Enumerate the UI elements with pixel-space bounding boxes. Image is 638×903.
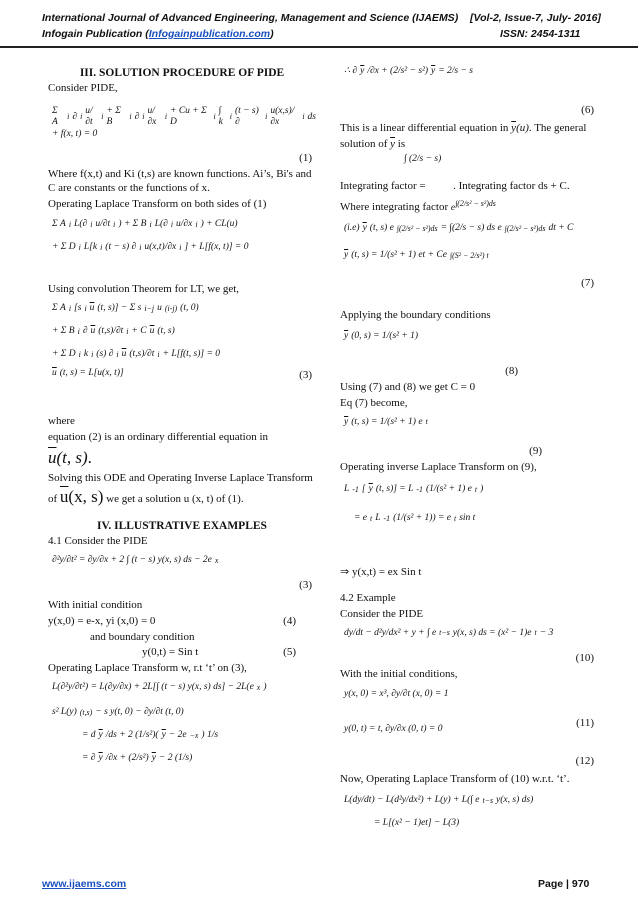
- where-label: where: [48, 415, 75, 428]
- publisher-prefix: Infogain Publication (: [42, 28, 149, 40]
- section3-heading: III. SOLUTION PROCEDURE OF PIDE: [79, 67, 285, 79]
- eq6-number: (6): [581, 104, 594, 116]
- where-if-text: Where integrating factor $e^{\int(2/s^2 - s^2)ds}$: [340, 199, 496, 214]
- equation-8: $\overline{y}$ (0, s) = 1/(s² + 1) (8): [344, 331, 518, 378]
- operating-10-text: Now, Operating Laplace Transform of (10) w.r.t. ‘t’.: [340, 773, 570, 786]
- publisher-suffix: ): [270, 28, 274, 40]
- eq10-number: (10): [575, 651, 594, 664]
- operating-wrt-text: Operating Laplace Transform w, r.t ‘t’ on (3),: [48, 662, 247, 674]
- eq11-number: (11): [576, 717, 594, 730]
- integrating-factor-text: Integrating factor = . Integrating factor ds + C.: [340, 179, 570, 192]
- example-41-text: 4.1 Consider the PIDE: [48, 535, 148, 548]
- eq9-number: (9): [529, 444, 542, 457]
- applying-bc-text: Applying the boundary conditions: [340, 309, 491, 322]
- where-text: Where f(x,t) and Ki (t,s) are known functions. Ai’s, Bi's and C are constants or the functions of x.: [48, 168, 312, 194]
- solving-text: Solving this ODE and Operating Inverse Laplace Transform of $\overline{u}(x$, s) we get a solution u (x, t) of (1).: [48, 471, 313, 506]
- equation-11-12: y(x, 0) = x³, ∂y/∂t (x, 0) = 1 (11) y(0, t) = t, ∂y/∂x (0, t) = 0 (12): [344, 689, 594, 768]
- initial-condition-text: With initial condition: [48, 599, 143, 611]
- using-convolution-text: Using convolution Theorem for LT, we get,: [48, 283, 240, 296]
- publisher-link[interactable]: Infogainpublication.com: [148, 28, 271, 40]
- solution-of-text: solution of $\overline{y}$ is: [340, 137, 406, 150]
- left-column: [48, 66, 316, 806]
- operating-laplace-text: Operating Laplace Transform on both sides of (1): [48, 197, 267, 210]
- result-text: ⇒ y(x,t) = ex Sin t: [340, 566, 422, 579]
- eq-pide-number: (3): [299, 579, 312, 591]
- eq7-number: (7): [581, 277, 594, 290]
- equation-convolution: Σ A i [s i $\overline{u}$ (t, s)] − Σ s i−j u (i-j) (t, 0) + Σ B i ∂ $\overline{u}$ (t,s)/∂t i + C $\overline{u}$ (t, s) + Σ D i k i (s) ∂ i $\overline{u}$ (t,s)/∂t i + L[f(t, s)] = 0 $\overline{u}$ (t, s) = L[u(x, t)] (3): [52, 303, 312, 382]
- equation-transformed-ex1: L(∂²y/∂t²) = L(∂y/∂x) + 2L[∫ (t − s) y(x, s) ds] − 2L(e x ) s² L(y) (t,s) − s y(t, 0) − ∂y/∂t (t, 0) = d $\overline{y}$ /ds + 2 (1/s²)( $\overline{y}$ − 2e −x ) 1/s = ∂ $\overline{y}$ /∂x + (2/s²) $\overline{y}$ − 2 (1/s): [52, 681, 267, 763]
- section4-heading: IV. ILLUSTRATIVE EXAMPLES: [97, 519, 267, 532]
- eq1-number: (1): [299, 152, 312, 165]
- equation-inverse: L -1 [ $\overline{y}$ (t, s)] = L -1 (1/(s² + 1) e t ) = e t L -1 (1/(s² + 1)) = e t sin t: [344, 484, 484, 524]
- using78-text: Using (7) and (8) we get C = 0: [340, 381, 476, 394]
- equation-transformed-ex2: L(dy/dt) − L(d²y/dx²) + L(y) + L(∫ e t−s y(x, s) ds) = L[(x² − 1)et] − L(3): [344, 795, 534, 828]
- equation-if-exp: ∫ (2/s − s): [404, 153, 442, 164]
- equation2-text: equation (2) is an ordinary differential equation in: [48, 430, 269, 443]
- u-bar-symbol: $\overline{u}(t$, s).: [48, 447, 92, 467]
- equation-9: $\overline{y}$ (t, s) = 1/(s² + 1) e t (9): [344, 416, 542, 457]
- header-rule: [0, 46, 638, 48]
- footer-page: Page | 970: [538, 878, 590, 890]
- initial-conds-text: With the initial conditions,: [340, 667, 458, 680]
- publisher-line: [42, 28, 274, 40]
- equation-10: dy/dt − d²y/dx² + y + ∫ e t−s y(x, s) ds = (x² − 1)e t − 3 (10): [344, 627, 594, 664]
- equation-pide-ex1: ∂²y/∂t² = ∂y/∂x + 2 ∫ (t − s) y(x, s) ds − 2e x (3): [52, 555, 312, 591]
- footer-url[interactable]: www.ijaems.com: [42, 878, 127, 890]
- linear-text: This is a linear differential equation in $\overline{y}(u)$. The general: [340, 122, 587, 134]
- equation-laplace-both: Σ A i L(∂ i u/∂t i ) + Σ B i L(∂ i u/∂x i ) + CL(u) + Σ D i L[k i (t − s) ∂ i u(x,t)/∂x i ] + L[f(x, t)] = 0: [52, 219, 249, 253]
- eq8-number: (8): [505, 365, 518, 378]
- boundary-line: y(0,t) = Sin t (5): [142, 646, 296, 659]
- issn: ISSN: 2454-1311: [500, 28, 581, 40]
- equation-7: (i.e) $\overline{y}$ (t, s) e ∫(2/s² − s²)ds = ∫(2/s − s) ds e ∫(2/s² − s²)ds dt + C $\overline{y}$ (t, s) = 1/(s² + 1) et + Ce ∫(S² − 2/s²) t (7): [344, 223, 594, 290]
- equation-6: ∴ ∂ $\overline{y}$ /∂x + (2/s² − s²) $\overline{y}$ = 2/s − s (6): [344, 66, 594, 116]
- eq12-number: (12): [575, 755, 594, 768]
- right-column: [340, 62, 598, 863]
- journal-title: International Journal of Advanced Engineering, Management and Science (IJAEMS): [42, 12, 459, 24]
- inverse-on9-text: Operating inverse Laplace Transform on (9),: [340, 460, 537, 473]
- volume-info: [Vol-2, Issue-7, July- 2016]: [470, 12, 601, 24]
- consider-pide2-text: Consider the PIDE: [340, 607, 424, 620]
- example-42-text: 4.2 Example: [340, 592, 396, 605]
- equation-1: Σ A i ∂ i u/∂t i + Σ B i ∂ i u/∂x i + Cu + Σ D i ∫ k i (t − s) ∂ i u(x,s)/∂x i ds + f(x, t) = 0 (1): [52, 106, 316, 165]
- consider-pide-text: Consider PIDE,: [48, 82, 118, 95]
- eq7-become-text: Eq (7) become,: [340, 396, 408, 409]
- eq3-number: (3): [299, 369, 312, 382]
- initial-line: y(x,0) = e-x, yi (x,0) = 0 (4): [48, 614, 296, 627]
- boundary-condition-text: and boundary condition: [90, 630, 195, 643]
